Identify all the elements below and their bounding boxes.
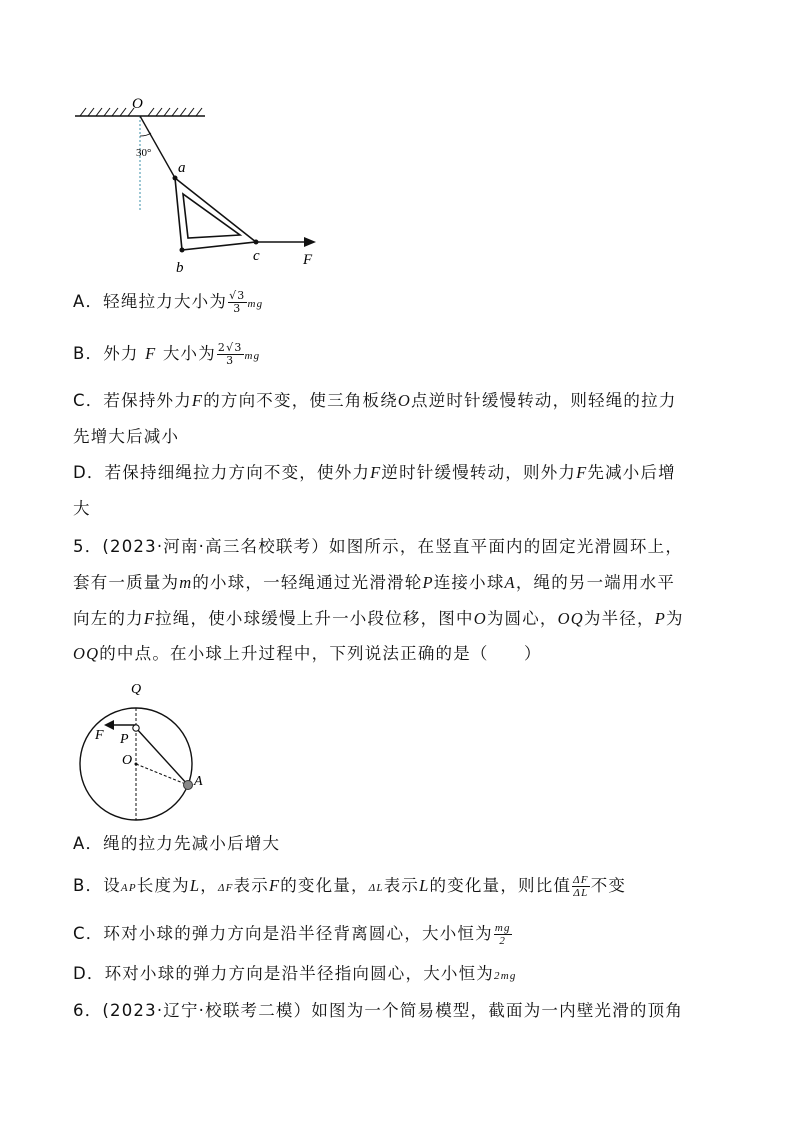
label-c: c [253, 248, 260, 264]
q6-stem-line1: 6．(2023·辽宁·校联考二模）如图为一个简易模型，截面为一内壁光滑的顶角 [73, 1001, 684, 1020]
q4-option-a: A．轻绳拉力大小为 $\frac{√3}{3}$ mg [73, 289, 264, 315]
label-angle: 30° [136, 147, 152, 159]
q4-option-b: B．外力 F 大小为 $\frac{2√3}{3}$ mg [73, 341, 261, 367]
q4-option-c-line2: 先增大后减小 [73, 427, 180, 446]
q5-option-c: C．环对小球的弹力方向是沿半径背离圆心，大小恒为 $\frac{mg}{2}$ [73, 922, 511, 947]
q4-option-d-line2: 大 [73, 499, 91, 518]
label-A: A [194, 774, 203, 789]
q4-option-c-line1: C．若保持外力F的方向不变，使三角板绕O点逆时针缓慢转动，则轻绳的拉力 [73, 391, 677, 410]
q5-option-d: D．环对小球的弹力方向是沿半径指向圆心，大小恒为2mg [73, 964, 517, 983]
q5-option-a: A．绳的拉力先减小后增大 [73, 834, 281, 853]
label-Q: Q [131, 682, 142, 697]
label-F: F [95, 728, 104, 743]
label-F: F [303, 252, 313, 268]
q5-stem-line3: 向左的力F拉绳，使小球缓慢上升一小段位移，图中O为圆心，OQ为半径，P为 [73, 609, 684, 628]
q5-option-b: B．设AP长度为L，ΔF表示F的变化量，ΔL表示L的变化量，则比值 $\frac{\Delta F}{\Delta L}$ 不变 [73, 874, 627, 899]
label-P: P [120, 732, 129, 747]
fraction: $\frac{\Delta F}{\Delta L}$ [573, 874, 589, 899]
q5-stem-line2: 套有一质量为m的小球，一轻绳通过光滑滑轮P连接小球A，绳的另一端用水平 [73, 573, 676, 592]
q4-option-d-line1: D．若保持细绳拉力方向不变，使外力F逆时针缓慢转动，则外力F先减小后增 [73, 463, 676, 482]
label-a: a [178, 160, 186, 176]
q5-stem-line4: OQ的中点。在小球上升过程中，下列说法正确的是（ ） [73, 644, 542, 663]
label-b: b [176, 260, 184, 276]
fraction: $\frac{mg}{2}$ [494, 922, 511, 947]
label-O: O [122, 753, 133, 768]
figure-circle-ring [70, 676, 210, 821]
label-O: O [132, 96, 143, 112]
figure-triangle-plate [70, 92, 330, 282]
fraction: $\frac{2√3}{3}$ [217, 341, 243, 367]
fraction: $\frac{√3}{3}$ [229, 289, 246, 315]
q5-stem-line1: 5．(2023·河南·高三名校联考）如图所示，在竖直平面内的固定光滑圆环上， [73, 537, 684, 556]
